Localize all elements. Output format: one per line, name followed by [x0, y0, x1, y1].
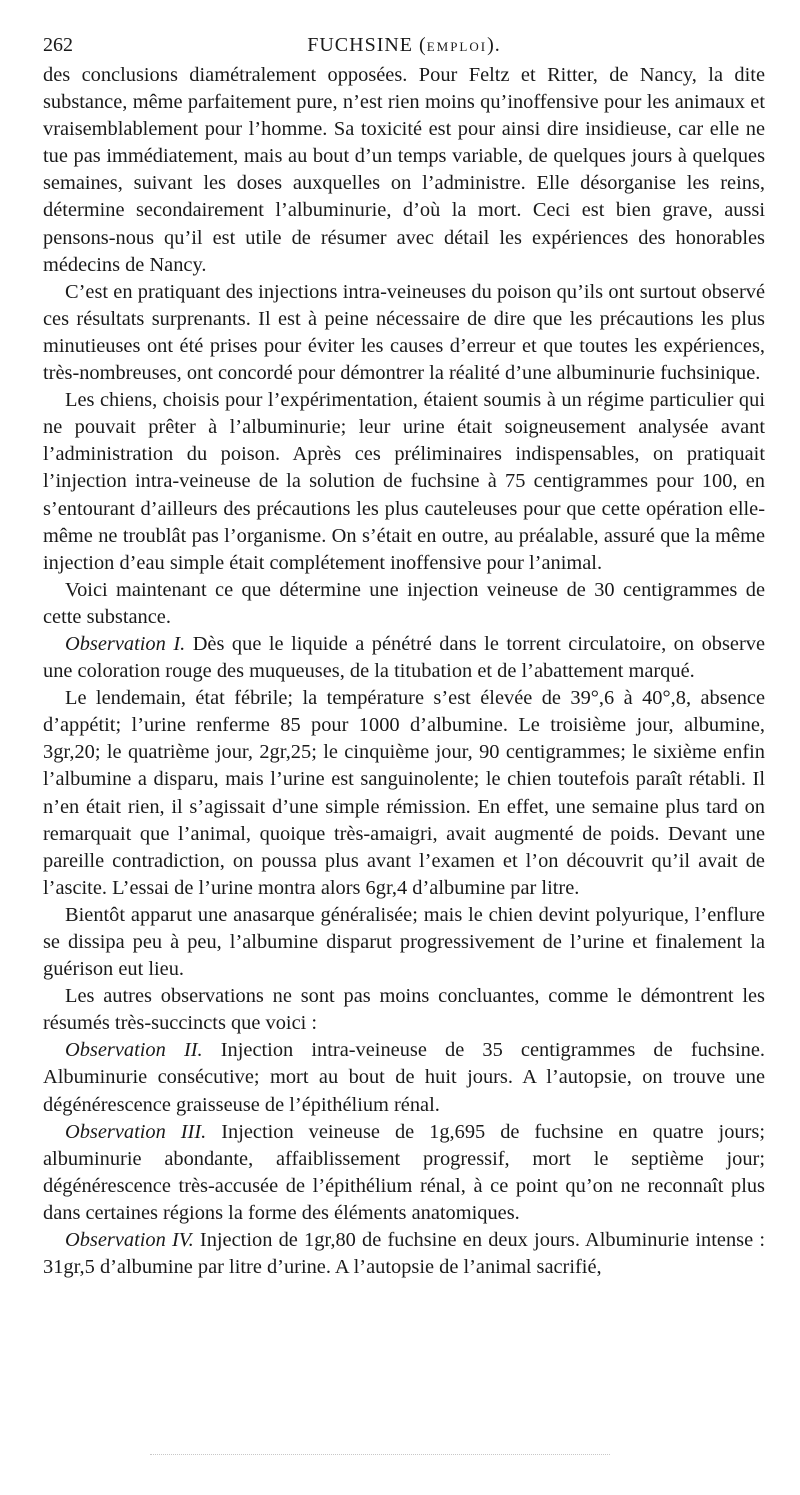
- paragraph: Bientôt apparut une anasarque généralisée; mais le chien devint polyurique, l’enflure se dissipa peu à peu, l’albumine disparut progressivement de l’urine et finalement la guérison eut lieu.: [43, 903, 765, 981]
- running-title: [43, 30, 765, 62]
- observation-heading: Observation I.: [65, 632, 186, 655]
- paragraph: Les chiens, choisis pour l’expérimentation, étaient soumis à un régime particulier qui ne pouvait prêter à l’albuminurie; leur urine était soigneusement analysée avant l’administration du poison. Après ces préliminaires indispensables, on pratiquait l’injection intra-veineuse de la solution de fuchsine à 75 centigrammes pour 100, en s’entourant d’ailleurs des précautions les plus cauteleuses pour que cette opération elle-même ne troublât pas l’organisme. On s’était en outre, au préalable, assuré que la même injection d’eau simple était complétement inoffensive pour l’animal.: [43, 389, 765, 574]
- page-number: 262: [43, 34, 73, 56]
- observation-heading: Observation III.: [65, 1120, 207, 1143]
- observation-paragraph: [43, 1037, 765, 1118]
- paragraph: des conclusions diamétralement opposées. Pour Feltz et Ritter, de Nancy, la dite substance, même parfaitement pure, n’est rien moins qu’inoffensive pour les animaux et vraisemblablement pour l’homme. Sa toxicité est pour ainsi dire insidieuse, car elle ne tue pas immédiatement, mais au bout d’un temps variable, de quelques jours à quelques semaines, suivant les doses auxquelles on l’administre. Elle désorganise les reins, détermine secondairement l’albuminurie, d’où la mort. Ceci est bien grave, aussi pensons-nous qu’il est utile de résumer avec détail les expériences des honorables médecins de Nancy.: [43, 64, 765, 276]
- observation-heading: Observation II.: [65, 1039, 203, 1062]
- observation-paragraph: [43, 631, 765, 685]
- body-text: [43, 62, 765, 1281]
- running-title-subject: EMPLOI: [426, 39, 488, 54]
- scan-artifact-line: [150, 1454, 610, 1458]
- running-header: [43, 30, 765, 60]
- paragraph: Le lendemain, état fébrile; la température s’est élevée de 39°,6 à 40°,8, absence d’appétit; l’urine renferme 85 pour 1000 d’albumine. Le troisième jour, albumine, 3gr,20; le quatrième jour, 2gr,25; le cinquième jour, 90 centigrammes; le sixième enfin l’albumine a disparu, mais l’urine est sanguinolente; le chien toutefois paraît rétabli. Il n’en était rien, il s’agissait d’une simple rémission. En effet, une semaine plus tard on remarquait que l’animal, quoique très-amaigri, avait augmenté de poids. Devant une pareille contradiction, on poussa plus avant l’examen et l’on découvrit qu’il avait de l’ascite. L’essai de l’urine montra alors 6gr,4 d’albumine par litre.: [43, 687, 765, 899]
- observation-text: Injection veineuse de 1g,695 de fuchsine en quatre jours; albuminurie abondante, affaiblissement progressif, mort le septième jour; dégénérescence très-accusée de l’épithélium rénal, à ce point qu’on ne reconnaît plus dans certaines régions la forme des éléments anatomiques.: [43, 1120, 765, 1224]
- paragraph: C’est en pratiquant des injections intra-veineuses du poison qu’ils ont surtout observé ces résultats surprenants. Il est à peine nécessaire de dire que les précautions les plus minutieuses ont été prises pour éviter les causes d’erreur et que toutes les expériences, très-nombreuses, ont concordé pour démontrer la réalité d’une albuminurie fuchsinique.: [43, 280, 765, 385]
- observation-paragraph: [43, 1227, 765, 1281]
- paragraph: Les autres observations ne sont pas moins concluantes, comme le démontrent les résumés très-succincts que voici :: [43, 985, 765, 1035]
- running-title-main: FUCHSINE (: [307, 34, 427, 56]
- observation-text: Dès que le liquide a pénétré dans le torrent circulatoire, on observe une coloration rouge des muqueuses, de la titubation et de l’abattement marqué.: [43, 632, 765, 683]
- observation-text: Injection de 1gr,80 de fuchsine en deux jours. Albuminurie intense : 31gr,5 d’albumine par litre d’urine. A l’autopsie de l’animal sacrifié,: [43, 1229, 765, 1279]
- observation-heading: Observation IV.: [65, 1229, 194, 1252]
- paragraph: Voici maintenant ce que détermine une injection veineuse de 30 centigrammes de cette substance.: [43, 578, 765, 628]
- observation-paragraph: [43, 1119, 765, 1227]
- running-title-close: ).: [487, 34, 501, 56]
- observation-text: Injection intra-veineuse de 35 centigrammes de fuchsine. Albuminurie consécutive; mort au bout de huit jours. A l’autopsie, on trouve une dégénérescence graisseuse de l’épithélium rénal.: [43, 1039, 765, 1116]
